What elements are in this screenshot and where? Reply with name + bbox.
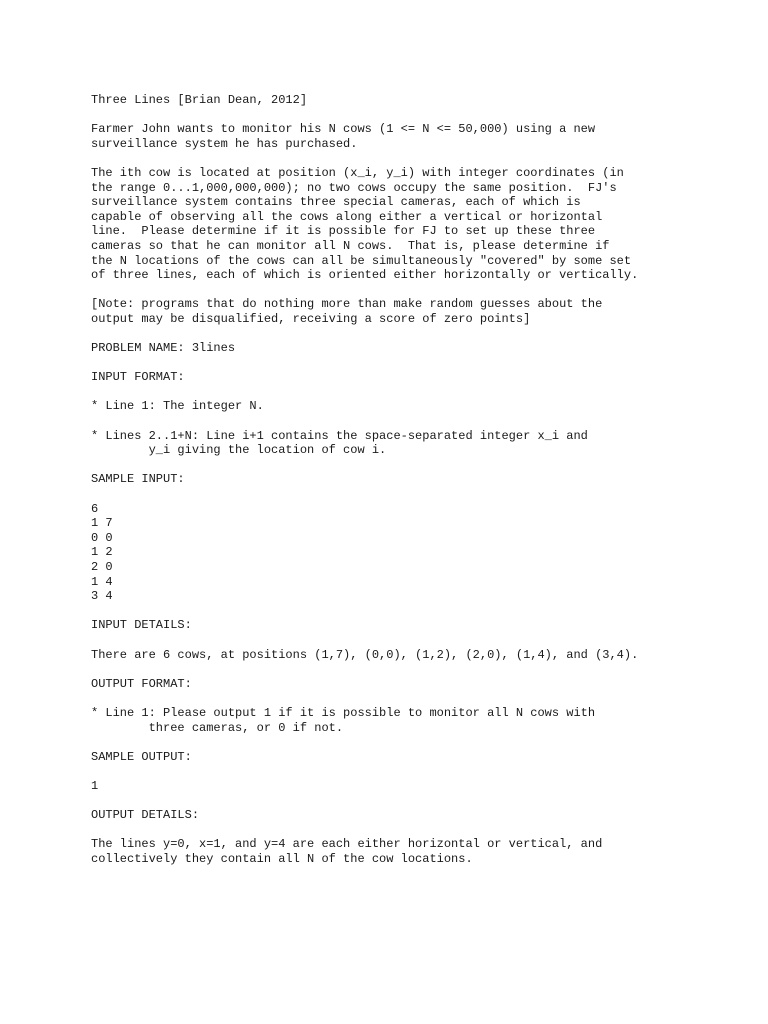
output-format-heading: OUTPUT FORMAT: [91,676,192,691]
problem-statement-page [91,93,751,866]
spacer [91,283,751,298]
description-line-7: the N locations of the cows can all be simultaneously "covered" by some set [91,253,632,268]
input-details-text: There are 6 cows, at positions (1,7), (0,0), (1,2), (2,0), (1,4), and (3,4). [91,647,639,662]
description-line-4: capable of observing all the cows along either a vertical or horizontal [91,209,603,224]
description-line-3: surveillance system contains three special cameras, each of which is [91,195,581,210]
spacer [91,794,751,809]
spacer [91,414,751,429]
sample-input-line: 1 2 [91,545,113,560]
spacer [91,691,751,706]
spacer [91,662,751,677]
intro-line-1: Farmer John wants to monitor his N cows (1 <= N <= 50,000) using a new [91,122,596,137]
sample-input-heading: SAMPLE INPUT: [91,472,185,487]
spacer [91,487,751,502]
sample-input-line: 3 4 [91,589,113,604]
description-line-2: the range 0...1,000,000,000); no two cows occupy the same position. FJ's [91,180,617,195]
output-details-line-1: The lines y=0, x=1, and y=4 are each either horizontal or vertical, and [91,837,603,852]
sample-input-line: 0 0 [91,530,113,545]
spacer [91,604,751,619]
problem-name: PROBLEM NAME: 3lines [91,341,236,356]
sample-output-value: 1 [91,778,99,793]
spacer [91,108,751,123]
note-line-1: [Note: programs that do nothing more than make random guesses about the [91,297,603,312]
output-format-line-1: * Line 1: Please output 1 if it is possible to monitor all N cows with [91,705,596,720]
spacer [91,823,751,838]
spacer [91,151,751,166]
spacer [91,633,751,648]
spacer [91,458,751,473]
sample-input-line: 6 [91,501,99,516]
description-line-1: The ith cow is located at position (x_i, y_i) with integer coordinates (in [91,165,624,180]
description-line-5: line. Please determine if it is possible for FJ to set up these three [91,224,596,239]
sample-output-heading: SAMPLE OUTPUT: [91,749,192,764]
output-details-line-2: collectively they contain all N of the cow locations. [91,851,473,866]
spacer [91,764,751,779]
description-line-6: cameras so that he can monitor all N cows. That is, please determine if [91,238,610,253]
input-details-heading: INPUT DETAILS: [91,618,192,633]
sample-input-line: 2 0 [91,560,113,574]
spacer [91,385,751,400]
sample-input-line: 1 7 [91,516,113,531]
input-format-line-1: * Line 1: The integer N. [91,399,264,414]
output-details-heading: OUTPUT DETAILS: [91,808,200,823]
input-format-lines-1: * Lines 2..1+N: Line i+1 contains the space-separated integer x_i and [91,428,588,443]
input-format-heading: INPUT FORMAT: [91,370,185,385]
input-format-lines-2: y_i giving the location of cow i. [91,443,387,458]
spacer [91,735,751,750]
problem-title: Three Lines [Brian Dean, 2012] [91,93,308,107]
intro-line-2: surveillance system he has purchased. [91,136,358,151]
spacer [91,356,751,371]
sample-input-line: 1 4 [91,574,113,589]
note-line-2: output may be disqualified, receiving a score of zero points] [91,311,531,326]
description-line-8: of three lines, each of which is oriented either horizontally or vertically. [91,268,639,283]
output-format-line-2: three cameras, or 0 if not. [91,720,344,735]
spacer [91,327,751,342]
